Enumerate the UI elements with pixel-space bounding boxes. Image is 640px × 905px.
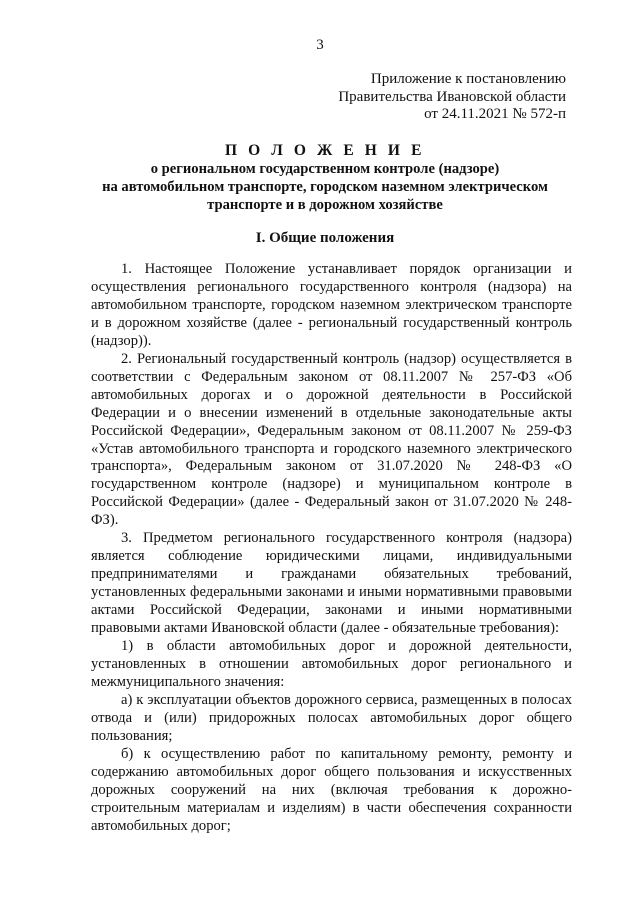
appendix-reference <box>306 71 566 124</box>
appendix-line-1: Приложение к постановлению <box>370 71 566 87</box>
appendix-line-2: Правительства Ивановской области <box>338 88 566 105</box>
document-title-block <box>80 142 570 214</box>
document-subtitle-line-1: о региональном государственном контроле (надзоре) <box>150 161 500 177</box>
paragraph-3-item-1: 1) в области автомобильных дорог и дорожной деятельности, установленных в отношении автомобильных дорог регионального и межмуниципального значения: <box>91 638 572 690</box>
document-title: П О Л О Ж Е Н И Е <box>224 142 426 159</box>
paragraph-2: 2. Региональный государственный контроль (надзор) осуществляется в соответствии с Федеральным законом от 08.11.2007 № 257-ФЗ «Об автомобильных дорогах и о дорожной деятельности в Российской Федерации и о внесении изменений в отдельные законодательные акты Российской Федерации», Федеральным законом от 08.11.2007 № 259-ФЗ «Устав автомобильного транспорта и городского наземного электрического транспорта», Федеральным законом от 31.07.2020 № 248-ФЗ «О государственном контроле (надзоре) и муниципальном контроле в Российской Федерации» (далее - Федеральный закон от 31.07.2020 № 248-ФЗ). <box>91 350 572 529</box>
document-subtitle-line-2: на автомобильном транспорте, городском наземном электрическом <box>102 179 548 195</box>
paragraph-3: 3. Предметом регионального государственного контроля (надзора) является соблюдение юридическими лицами, индивидуальными предпринимателями и гражданами обязательных требований, установленных федеральными законами и иными нормативными правовыми актами Российской Федерации, законами и иными нормативными правовыми актами Ивановской области (далее - обязательные требования): <box>91 530 572 637</box>
paragraph-3-item-1b: б) к осуществлению работ по капитальному ремонту, ремонту и содержанию автомобильных дорог общего пользования и искусственных дорожных сооружений на них (включая требования к дорожно-строительным материалам и изделиям) в части обеспечения сохранности автомобильных дорог; <box>91 745 572 834</box>
document-subtitle-line-3: транспорте и в дорожном хозяйстве <box>207 197 443 213</box>
appendix-line-3: от 24.11.2021 № 572-п <box>424 106 566 122</box>
paragraph-3-item-1a: а) к эксплуатации объектов дорожного сервиса, размещенных в полосах отвода и (или) придорожных полосах автомобильных дорог общего пользования; <box>91 691 572 744</box>
section-heading: I. Общие положения <box>255 230 395 246</box>
page-number: 3 <box>316 37 324 53</box>
document-body <box>91 261 572 836</box>
paragraph-1: 1. Настоящее Положение устанавливает порядок организации и осуществления регионального государственного контроля (надзора) на автомобильном транспорте, городском наземном электрическом транспорте и в дорожном хозяйстве (далее - региональный государственный контроль (надзор)). <box>91 261 572 349</box>
